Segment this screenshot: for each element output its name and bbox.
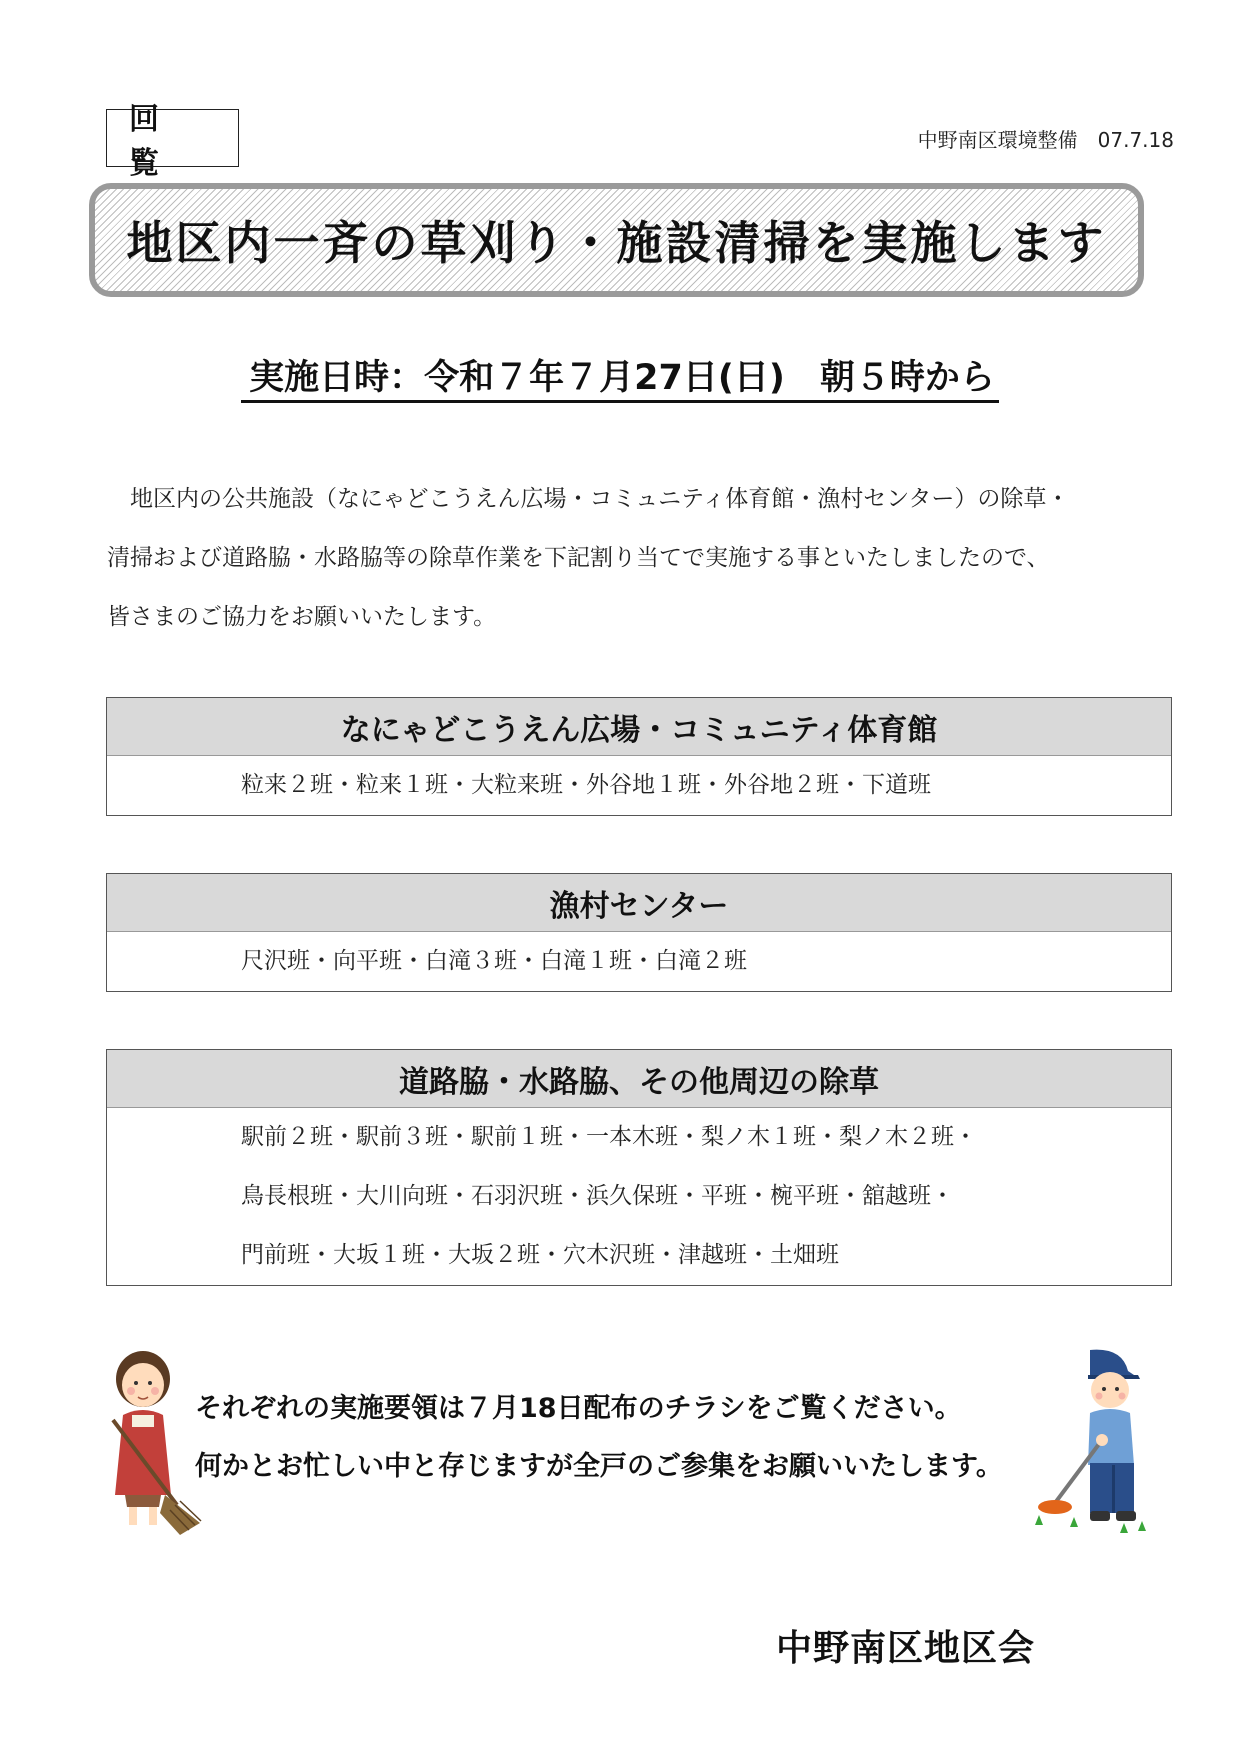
section-body	[107, 932, 1171, 991]
closing-line: 何かとお忙しい中と存じますが全戸のご参集をお願いいたします。	[195, 1451, 1003, 1482]
circular-notice-label: 回 覧	[106, 109, 239, 167]
assignment-section-fishing-center	[106, 873, 1172, 992]
group-list: 尺沢班・向平班・白滝３班・白滝１班・白滝２班	[241, 948, 747, 974]
assignment-section-roadside	[106, 1049, 1172, 1286]
title-banner	[89, 183, 1144, 297]
intro-line: 皆さまのご協力をお願いいたします。	[107, 604, 497, 630]
page-title: 地区内一斉の草刈り・施設清掃を実施します	[126, 216, 1107, 270]
section-heading: 道路脇・水路脇、その他周辺の除草	[107, 1050, 1171, 1108]
section-body	[107, 756, 1171, 815]
closing-message	[195, 1380, 1003, 1496]
issuer-and-date: 中野南区環境整備 07.7.18	[917, 128, 1174, 152]
event-date-line	[0, 350, 1240, 400]
group-list: 門前班・大坂１班・大坂２班・穴木沢班・津越班・土畑班	[241, 1242, 839, 1268]
section-heading: 漁村センター	[107, 874, 1171, 932]
intro-line: 地区内の公共施設（なにゃどこうえん広場・コミュニティ体育館・漁村センター）の除草・	[130, 486, 1070, 512]
section-heading: なにゃどこうえん広場・コミュニティ体育館	[107, 698, 1171, 756]
group-list: 粒来２班・粒来１班・大粒来班・外谷地１班・外谷地２班・下道班	[241, 772, 931, 798]
intro-line: 清掃および道路脇・水路脇等の除草作業を下記割り当てで実施する事といたしましたので、	[107, 545, 1050, 571]
assignment-section-park-gym	[106, 697, 1172, 816]
man-trimming-grass-icon	[1030, 1345, 1155, 1540]
group-list: 鳥長根班・大川向班・石羽沢班・浜久保班・平班・椀平班・舘越班・	[241, 1183, 954, 1209]
group-list: 駅前２班・駅前３班・駅前１班・一本木班・梨ノ木１班・梨ノ木２班・	[241, 1124, 977, 1150]
closing-line: それぞれの実施要領は７月18日配布のチラシをご覧ください。	[195, 1393, 962, 1424]
organization-signature: 中野南区地区会	[775, 1628, 1035, 1669]
event-date: 実施日時：令和７年７月27日(日) 朝５時から	[241, 358, 999, 403]
intro-paragraph	[107, 470, 1167, 647]
section-body	[107, 1108, 1171, 1285]
